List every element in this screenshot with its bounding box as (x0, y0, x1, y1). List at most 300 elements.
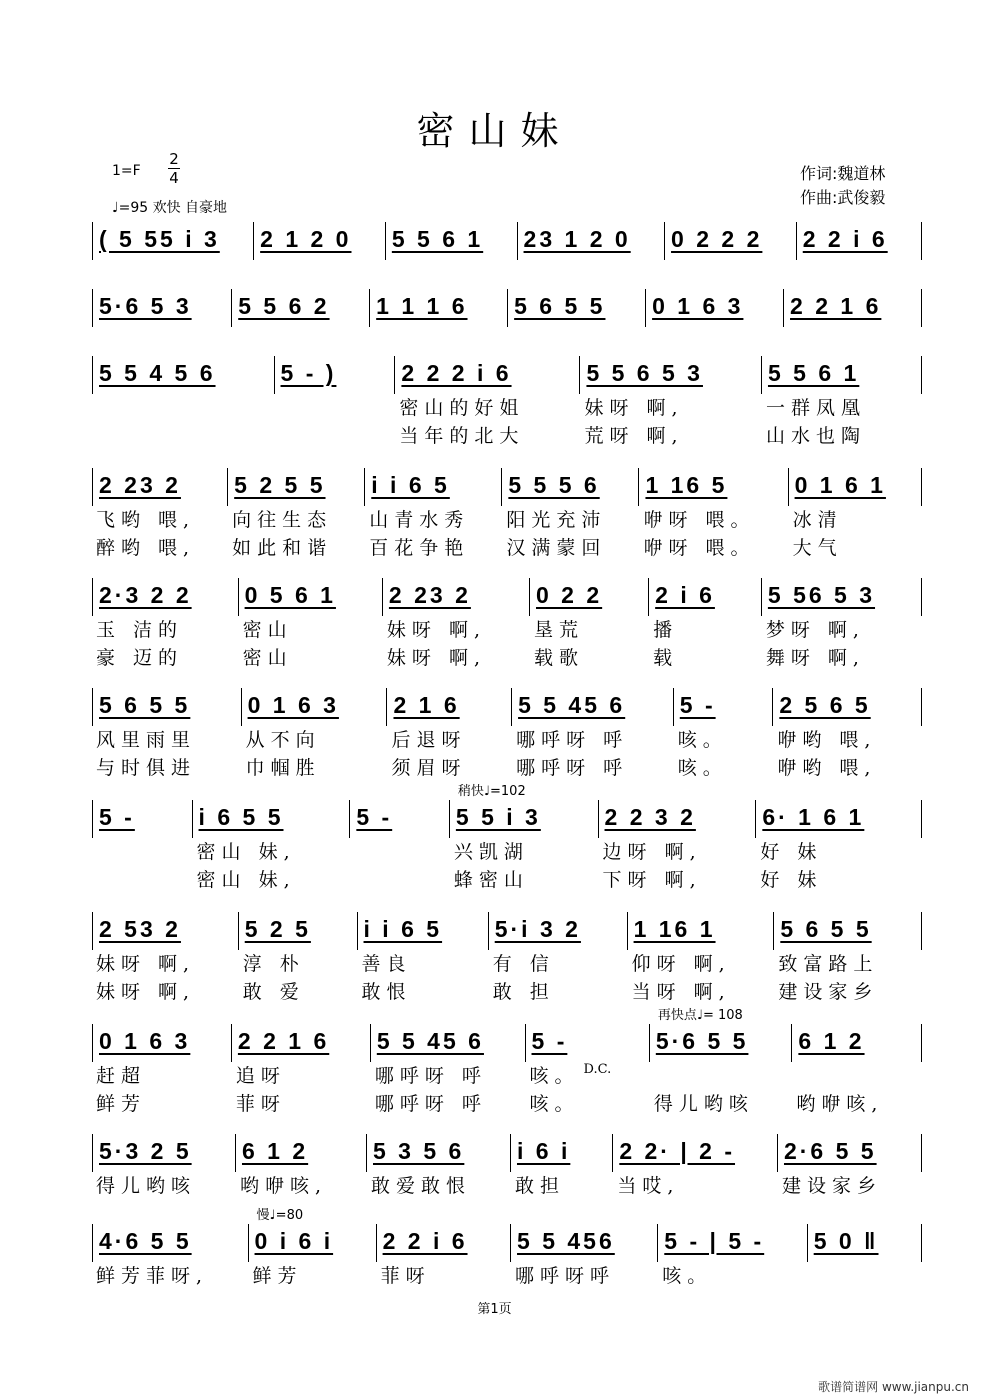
notes-box (92, 800, 193, 838)
measure (512, 688, 674, 782)
lyric (649, 616, 762, 644)
lyric (92, 838, 193, 866)
lyric-text: 敢 爱 (242, 981, 305, 1003)
lyric-text: 敢恨 (361, 981, 412, 1003)
lyric (358, 978, 489, 1006)
notes-box (239, 912, 358, 950)
notes: 2 2 3 2 (604, 804, 696, 830)
notes: 2·3 2 2 (99, 582, 192, 608)
notes: 1 16 1 (633, 916, 716, 942)
notes: 5 0 ‖ (813, 1228, 879, 1254)
lyric-text: 密山 妹, (196, 869, 296, 891)
lyric-text: 咳。 (677, 757, 728, 779)
notes-box (92, 289, 232, 327)
system (92, 912, 922, 1006)
notes: 2 53 2 (99, 916, 181, 942)
lyric (367, 1172, 511, 1200)
system (92, 578, 922, 672)
lyric-text: 咿呀 喂。 (643, 537, 756, 559)
lyric (92, 422, 275, 450)
lyric (530, 644, 649, 672)
lyric-text: 与时俱进 (96, 757, 197, 779)
notes: 5 6 5 5 (99, 692, 191, 718)
tempo-faster: 稍快♩=102 (457, 784, 526, 799)
system (92, 1134, 922, 1200)
lyric-text: 仰呀 啊, (631, 953, 731, 975)
lyric (249, 1262, 377, 1290)
lyric-text: 玉 洁的 (96, 619, 184, 641)
notes: 5·i 3 2 (494, 916, 581, 942)
notes-box (792, 1024, 922, 1062)
measure (275, 356, 396, 450)
lyric (239, 978, 358, 1006)
notes: 5·6 5 5 (655, 1028, 749, 1054)
lyric-text: 一群凤凰 (765, 397, 866, 419)
measure (92, 222, 254, 260)
lyric (193, 866, 351, 894)
notes: 2 i 6 (655, 582, 715, 608)
measure (756, 800, 922, 894)
notes-box (526, 1024, 650, 1062)
notes-box (92, 468, 228, 506)
lyric-text: 飞哟 喂, (96, 509, 196, 531)
measure (784, 289, 922, 327)
notes: 5 2 5 (244, 916, 311, 942)
lyric-text: 哪呼呀 呼 (374, 1093, 487, 1115)
measure (370, 289, 508, 327)
lyric (275, 394, 396, 422)
lyric (387, 726, 512, 754)
notes-box (674, 688, 774, 726)
notes: 2 23 2 (99, 472, 181, 498)
measure (526, 1024, 650, 1118)
lyric-text: 有 信 (492, 953, 555, 975)
system (92, 784, 922, 894)
lyric (778, 1172, 922, 1200)
lyric (239, 616, 383, 644)
lyric (511, 1262, 658, 1290)
notes-box (756, 800, 922, 838)
notes-box (387, 688, 512, 726)
notes-box (762, 578, 922, 616)
lyric-text: 从不向 (245, 729, 321, 751)
measure (386, 222, 518, 260)
composer: 作曲:武俊毅 (800, 188, 886, 207)
notes-box (599, 800, 757, 838)
lyric (789, 534, 922, 562)
notes-box (232, 1024, 371, 1062)
notes: 5 2 5 5 (234, 472, 326, 498)
lyric (650, 1062, 793, 1090)
lyric (639, 534, 788, 562)
notes: 1 16 5 (645, 472, 728, 498)
lyric-text: 舞呀 啊, (765, 647, 865, 669)
lyric (792, 1062, 922, 1090)
lyric-text: 咿哟 喂, (777, 729, 877, 751)
measure (613, 1134, 778, 1200)
notes: 0 1 6 3 (652, 293, 744, 319)
lyric (639, 506, 788, 534)
measure (92, 1134, 236, 1200)
lyric-text: 梦呀 啊, (765, 619, 865, 641)
notes: i 6 5 5 (198, 804, 284, 830)
notes: i 6 i (516, 1138, 571, 1164)
lyric (526, 1090, 650, 1118)
notes-box (580, 356, 762, 394)
notes-box (511, 1224, 658, 1262)
measure (249, 1208, 377, 1290)
notes-box (646, 289, 784, 327)
notes: 2 2· | 2 - (619, 1138, 736, 1164)
lyric-text: 鲜芳 (96, 1093, 147, 1115)
lyric (232, 1062, 371, 1090)
measure (371, 1024, 526, 1118)
lyric (674, 726, 774, 754)
lyric-text: 垦荒 (534, 619, 585, 641)
lyric (377, 1262, 511, 1290)
lyric-text: 山青水秀 (369, 509, 470, 531)
measure (650, 1008, 793, 1118)
lyric (92, 1262, 249, 1290)
lyric-text: 哪呼呀 呼 (374, 1065, 487, 1087)
lyric (365, 506, 502, 534)
measure (762, 578, 922, 672)
notes-box (784, 289, 922, 327)
notes-box (489, 912, 628, 950)
tempo-faster-again: 再快点♩= 108 (657, 1008, 743, 1023)
notes: 6· 1 6 1 (762, 804, 865, 830)
measure (92, 1224, 249, 1290)
notes: 5 5 45 6 (518, 692, 626, 718)
lyric (674, 754, 774, 782)
lyric-text: 建设家乡 (778, 981, 879, 1003)
measure (649, 578, 762, 672)
notes-box (762, 356, 922, 394)
notes-box (239, 578, 383, 616)
notes-box (358, 912, 489, 950)
measure (789, 468, 922, 562)
measure (658, 1224, 807, 1290)
notes-box (778, 1134, 922, 1172)
lyric-text: 载 (653, 647, 679, 669)
notes-box (242, 688, 388, 726)
notes: 0 1 6 3 (247, 692, 339, 718)
lyric-text: 好 妹 (760, 869, 823, 891)
lyric (530, 616, 649, 644)
lyric-text: 哪呼呀呼 (515, 1265, 616, 1287)
notes: 5 5 5 6 (508, 472, 600, 498)
notes-box (92, 1024, 232, 1062)
measure (808, 1224, 922, 1290)
lyric-text: 赶超 (96, 1065, 147, 1087)
measure (773, 688, 922, 782)
measure (193, 800, 351, 894)
lyric-text: 密山 (242, 619, 293, 641)
lyric-text: 兴凯湖 (453, 841, 529, 863)
lyric (228, 534, 365, 562)
lyric (239, 644, 383, 672)
lyric-text: 咳。 (529, 1093, 580, 1115)
notes: i i 6 5 (371, 472, 450, 498)
measure (350, 800, 450, 894)
notes: 2 1 6 (393, 692, 460, 718)
measure (502, 468, 639, 562)
notes: 5 - (356, 804, 393, 830)
lyric-text: 敢担 (514, 1175, 565, 1197)
notes: 2 1 2 0 (260, 226, 352, 252)
lyric-text: 风里雨里 (96, 729, 197, 751)
measure (530, 578, 649, 672)
measure (762, 356, 922, 450)
lyric (92, 978, 239, 1006)
lyric-text: 哪呼呀 呼 (516, 729, 629, 751)
lyric (773, 754, 922, 782)
measure (228, 468, 365, 562)
lyric (92, 950, 239, 978)
lyric (450, 866, 599, 894)
time-signature (168, 150, 180, 187)
lyric (275, 422, 396, 450)
measure (232, 1024, 371, 1118)
notes-box (773, 688, 922, 726)
lyric-text: 菲呀 (235, 1093, 286, 1115)
notes-box (92, 912, 239, 950)
lyric-text: 致富路上 (778, 953, 879, 975)
measure (674, 688, 774, 782)
lyric (658, 1262, 807, 1290)
notes-box (650, 1024, 793, 1062)
lyric (756, 838, 922, 866)
lyric-text: 巾帼胜 (245, 757, 321, 779)
notes: 2 2 2 i 6 (401, 360, 512, 386)
measure (628, 912, 775, 1006)
measure (774, 912, 922, 1006)
lyric (92, 866, 193, 894)
notes-box (370, 289, 508, 327)
measure (92, 578, 239, 672)
lyric-text: 当年的北大 (399, 425, 525, 447)
notes: 5 5 6 5 3 (586, 360, 703, 386)
lyric-text: 妹呀 啊, (96, 953, 196, 975)
measure (358, 912, 489, 1006)
system (92, 1208, 922, 1290)
lyric-text: 向往生态 (232, 509, 333, 531)
notes: 2 2 1 6 (790, 293, 882, 319)
lyric (387, 754, 512, 782)
key-signature: 1=F (112, 163, 141, 179)
notes-box (92, 1134, 236, 1172)
lyric (350, 838, 450, 866)
lyric-text: 鲜芳 (252, 1265, 303, 1287)
lyric-text: 冰清 (792, 509, 843, 531)
notes-box (193, 800, 351, 838)
measure (599, 800, 757, 894)
notes-box (383, 578, 530, 616)
measure (665, 222, 797, 260)
lyric (371, 1062, 526, 1090)
lyric-text: 妹呀 啊, (386, 647, 487, 669)
measure (239, 912, 358, 1006)
lyric-text: 当哎, (617, 1175, 680, 1197)
lyric (792, 1090, 922, 1118)
lyric (502, 534, 639, 562)
notes: 0 2 2 (536, 582, 603, 608)
lyric (762, 616, 922, 644)
notes: 2 2 i 6 (802, 226, 888, 252)
lyric (511, 1172, 613, 1200)
lyric (789, 506, 922, 534)
notes-box (649, 578, 762, 616)
lyric-text: 得儿哟咳 (653, 1093, 754, 1115)
lyric-text: 蜂密山 (453, 869, 529, 891)
lyric-text: 善良 (361, 953, 412, 975)
watermark: 歌谱简谱网 www.jianpu.cn (818, 1380, 969, 1394)
measure (92, 356, 275, 450)
notes: 5 5 45 6 (376, 1028, 484, 1054)
notes: 5·3 2 5 (99, 1138, 192, 1164)
lyric (193, 838, 351, 866)
notes-box (808, 1224, 922, 1262)
lyric (350, 866, 450, 894)
notes: 5 5 6 1 (767, 360, 860, 386)
lyric (228, 506, 365, 534)
notes: ( 5 55 i 3 (99, 226, 220, 252)
measure (792, 1024, 922, 1118)
notes-box (613, 1134, 778, 1172)
measure (232, 289, 370, 327)
notes-box (228, 468, 365, 506)
lyric-text: 汉满蒙回 (506, 537, 607, 559)
lyric (365, 534, 502, 562)
lyric (512, 726, 674, 754)
lyric-text: 荒呀 啊, (584, 425, 684, 447)
notes: 0 2 2 2 (671, 226, 763, 252)
lyric (236, 1172, 367, 1200)
measure (489, 912, 628, 1006)
lyric-text: 下呀 啊, (602, 869, 702, 891)
lyric (649, 644, 762, 672)
notes-box (518, 222, 666, 260)
lyric (383, 644, 530, 672)
lyric-text: 敢爱敢恨 (371, 1175, 472, 1197)
lyric (774, 978, 922, 1006)
measure (367, 1134, 511, 1200)
notes: 5 5 6 2 (238, 293, 330, 319)
lyric-text: 哟咿咳, (239, 1175, 328, 1197)
notes: 6 1 2 (798, 1028, 865, 1054)
notes-box (367, 1134, 511, 1172)
lyric-text: 阳光充沛 (506, 509, 607, 531)
lyric-text: 追呀 (235, 1065, 286, 1087)
notes-box (628, 912, 775, 950)
notes-box (371, 1024, 526, 1062)
lyric (580, 422, 762, 450)
notes: 2 2 i 6 (382, 1228, 468, 1254)
lyric-text: 咿哟 喂, (777, 757, 877, 779)
lyric (450, 838, 599, 866)
time-bottom: 4 (169, 169, 179, 187)
notes: 5 5 456 (517, 1228, 615, 1254)
notes-box (665, 222, 797, 260)
dc-mark: D.C. (583, 1062, 612, 1077)
notes-box (365, 468, 502, 506)
notes-box (450, 800, 599, 838)
page-number: 第1页 (477, 1302, 512, 1317)
lyric (242, 726, 388, 754)
lyric (489, 978, 628, 1006)
lyric (395, 394, 580, 422)
lyric (773, 726, 922, 754)
lyric (580, 394, 762, 422)
measure (450, 784, 599, 894)
notes: 5 56 5 3 (767, 582, 876, 608)
measure (508, 289, 646, 327)
notes-box (236, 1134, 367, 1172)
measure (580, 356, 762, 450)
notes: 0 1 6 1 (794, 472, 886, 498)
system (92, 468, 922, 562)
notes-box (92, 578, 239, 616)
lyric-text: 鲜芳菲呀, (96, 1265, 209, 1287)
credits (800, 162, 885, 210)
notes: 5 5 i 3 (455, 804, 541, 830)
lyric (650, 1090, 793, 1118)
lyric (92, 726, 242, 754)
lyric (92, 754, 242, 782)
notes-box (92, 222, 254, 260)
measure (92, 1024, 232, 1118)
lyric-text: 大气 (792, 537, 843, 559)
lyric (613, 1172, 778, 1200)
lyric (92, 1062, 232, 1090)
notes-box (377, 1224, 511, 1262)
measure (236, 1134, 367, 1200)
lyric-text: 咳。 (677, 729, 728, 751)
system (92, 356, 922, 450)
lyric-text: 如此和谐 (232, 537, 333, 559)
lyric-text: 山水也陶 (765, 425, 866, 447)
notes-box (639, 468, 788, 506)
lyricist: 作词:魏道林 (800, 164, 886, 183)
notes-box (275, 356, 396, 394)
tempo-marking: ♩=95 欢快 自豪地 (112, 200, 228, 216)
lyric (599, 866, 757, 894)
measure (778, 1134, 922, 1200)
measure (365, 468, 502, 562)
lyric-text: 咳。 (529, 1065, 580, 1087)
lyric (92, 394, 275, 422)
measure (92, 912, 239, 1006)
lyric-text: 播 (653, 619, 679, 641)
lyric (762, 422, 922, 450)
notes: 5 - ) (280, 360, 337, 386)
notes: 5 6 5 5 (514, 293, 606, 319)
notes: 0 i 6 i (254, 1228, 334, 1254)
lyric (628, 950, 775, 978)
lyric-text: 密山 (242, 647, 293, 669)
notes: 5 6 5 5 (780, 916, 872, 942)
notes: 6 1 2 (241, 1138, 309, 1164)
lyric-text: 后退呀 (391, 729, 467, 751)
notes-box (386, 222, 518, 260)
lyric (774, 950, 922, 978)
lyric (358, 950, 489, 978)
notes: 5 3 5 6 (373, 1138, 465, 1164)
notes: 5 5 4 5 6 (99, 360, 216, 386)
measure (383, 578, 530, 672)
notes-box (249, 1224, 377, 1262)
lyric-text: 载歌 (534, 647, 585, 669)
